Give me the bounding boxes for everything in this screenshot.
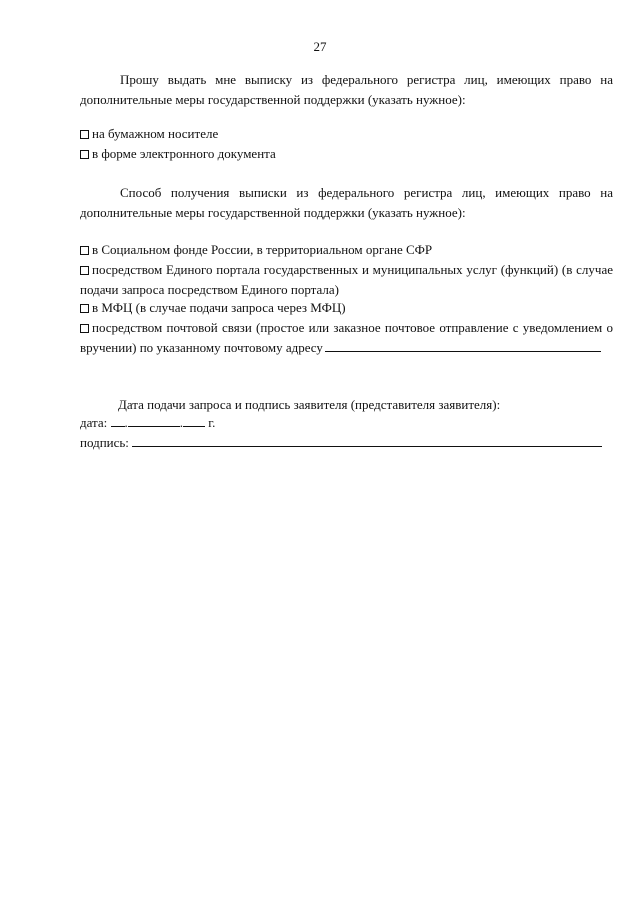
checkbox-icon[interactable] xyxy=(80,324,89,333)
date-row: дата: . . г. xyxy=(80,415,216,430)
option-label: посредством Единого портала государственных и муниципальных услуг (функций) (в случае подачи запроса посредством Единого портала) xyxy=(80,262,613,297)
date-month-field[interactable] xyxy=(128,413,180,427)
page-number: 27 xyxy=(313,39,327,54)
option-paper[interactable] xyxy=(80,124,218,144)
sign-label: подпись: xyxy=(80,435,129,450)
method-text: Способ получения выписки из федерального регистра лиц, имеющих право на дополнительные меры государственной поддержки (указать нужное): xyxy=(80,185,613,220)
option-label: в форме электронного документа xyxy=(92,146,276,161)
option-sfr[interactable] xyxy=(80,240,432,260)
date-day-field[interactable] xyxy=(111,413,125,427)
year-suffix: г. xyxy=(208,415,216,430)
option-post[interactable] xyxy=(80,318,613,358)
sign-row xyxy=(80,433,602,453)
option-mfc[interactable] xyxy=(80,298,346,318)
checkbox-icon[interactable] xyxy=(80,266,89,275)
method-paragraph xyxy=(80,183,613,223)
signature-field[interactable] xyxy=(132,433,602,447)
date-year-field[interactable] xyxy=(183,413,205,427)
checkbox-icon[interactable] xyxy=(80,150,89,159)
request-paragraph xyxy=(80,70,613,110)
checkbox-icon[interactable] xyxy=(80,246,89,255)
option-label: в Социальном фонде России, в территориальном органе СФР xyxy=(92,242,433,257)
checkbox-icon[interactable] xyxy=(80,304,89,313)
checkbox-icon[interactable] xyxy=(80,130,89,139)
option-label: посредством почтовой связи (простое или заказное почтовое отправление с уведомлением о вручении) по указанному почтовому адресу xyxy=(80,320,613,355)
option-label: в МФЦ (в случае подачи запроса через МФЦ) xyxy=(92,300,346,315)
request-text: Прошу выдать мне выписку из федерального регистра лиц, имеющих право на дополнительные меры государственной поддержки (указать нужное): xyxy=(80,72,613,107)
signature-heading: Дата подачи запроса и подпись заявителя (представителя заявителя): xyxy=(118,397,501,412)
option-electronic[interactable] xyxy=(80,144,276,164)
option-label: на бумажном носителе xyxy=(92,126,219,141)
date-label: дата: xyxy=(80,415,108,430)
option-portal[interactable] xyxy=(80,260,613,300)
address-field[interactable] xyxy=(325,338,601,352)
